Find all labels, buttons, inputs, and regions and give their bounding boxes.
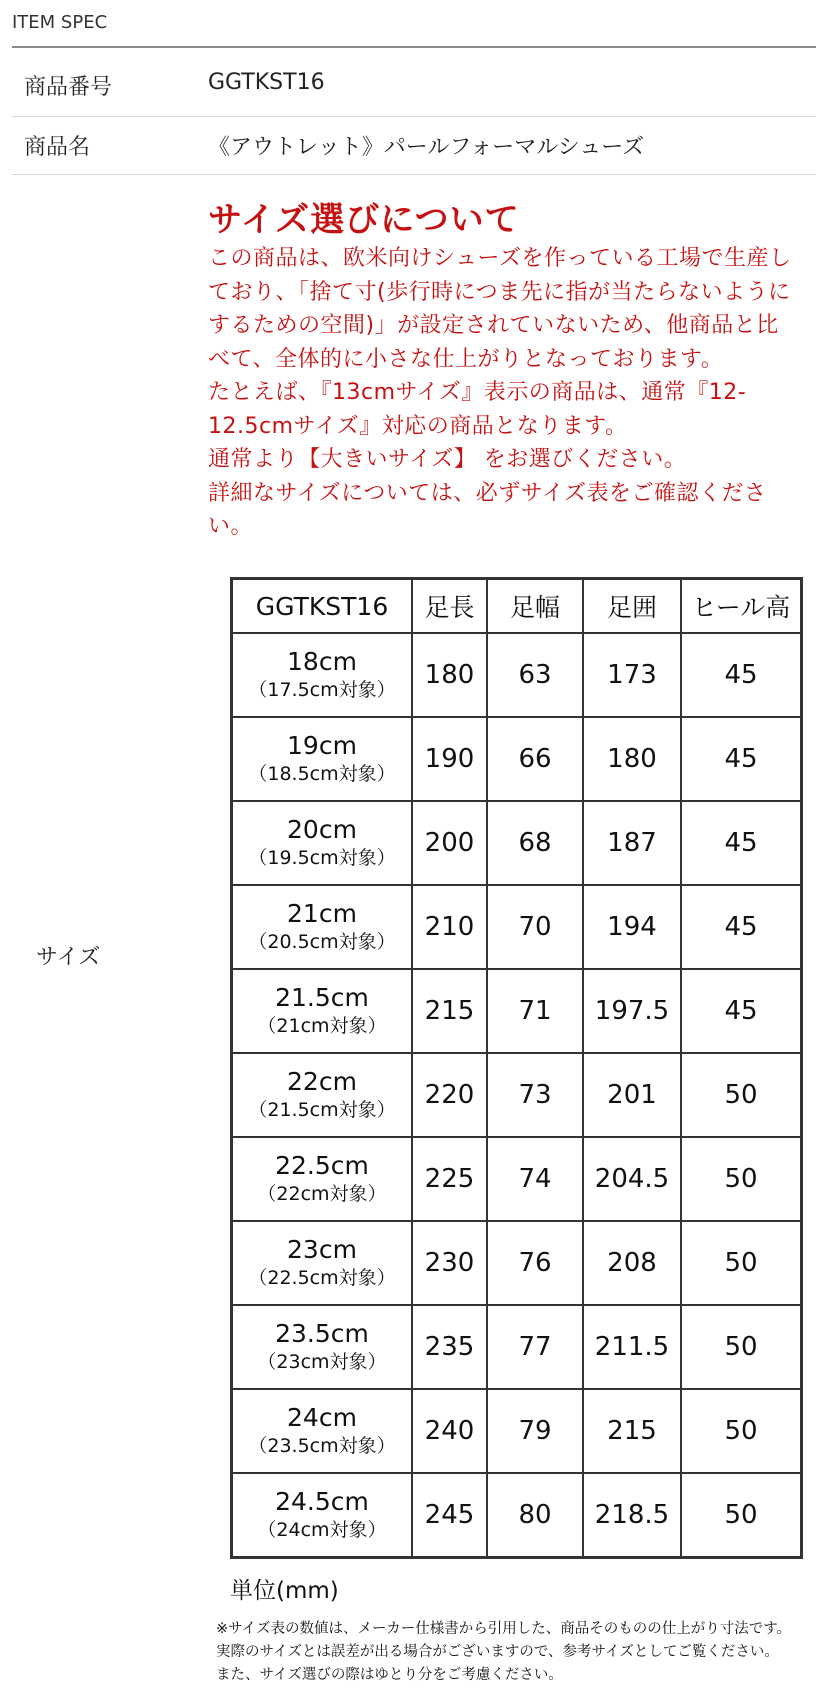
- footnote-line: また、サイズ選びの際はゆとり分をご考慮ください。: [216, 1667, 563, 1683]
- foot-width-cell: 74: [487, 1137, 583, 1221]
- foot-width-cell: 66: [487, 717, 583, 801]
- header-model: GGTKST16: [232, 579, 413, 634]
- size-cell: [232, 885, 413, 969]
- heel-height-cell: 50: [681, 1221, 802, 1305]
- heel-height-cell: 50: [681, 1473, 802, 1558]
- spec-label: 商品名: [24, 135, 91, 160]
- heel-height-cell: 50: [681, 1137, 802, 1221]
- foot-length-cell: 225: [412, 1137, 487, 1221]
- size-target: （17.5cm対象）: [248, 679, 396, 701]
- notice-line: するための空間)」が設定されていないため、他商品と比: [208, 313, 779, 338]
- size-cell: [232, 1137, 413, 1221]
- product-number-value: GGTKST16: [208, 70, 325, 95]
- size-notice: [208, 198, 808, 544]
- foot-girth-cell: 187: [583, 801, 681, 885]
- foot-girth-cell: 197.5: [583, 969, 681, 1053]
- foot-girth-cell: 208: [583, 1221, 681, 1305]
- table-row: [232, 1221, 802, 1305]
- table-row: [232, 633, 802, 717]
- notice-line: べて、全体的に小さな仕上がりとなっております。: [208, 346, 724, 372]
- notice-line: 通常より【大きいサイズ】 をお選びください。: [208, 447, 687, 472]
- header-foot-girth: 足囲: [583, 579, 681, 634]
- foot-girth-cell: 204.5: [583, 1137, 681, 1221]
- size-value: 19cm: [287, 731, 357, 760]
- foot-length-cell: 230: [412, 1221, 487, 1305]
- table-row: [232, 1053, 802, 1137]
- foot-length-cell: 220: [412, 1053, 487, 1137]
- foot-width-cell: 63: [487, 633, 583, 717]
- size-value: 23.5cm: [275, 1319, 369, 1348]
- unit-label: 単位(mm): [230, 1578, 339, 1604]
- heel-height-cell: 45: [681, 633, 802, 717]
- table-row: [232, 885, 802, 969]
- size-table-body: [232, 633, 802, 1558]
- section-title: ITEM SPEC: [12, 12, 108, 33]
- foot-width-cell: 77: [487, 1305, 583, 1389]
- foot-length-cell: 190: [412, 717, 487, 801]
- foot-length-cell: 210: [412, 885, 487, 969]
- size-target: （24cm対象）: [257, 1519, 387, 1541]
- header-heel-height: ヒール高: [681, 579, 802, 634]
- size-cell: [232, 1053, 413, 1137]
- table-row: [232, 1137, 802, 1221]
- foot-width-cell: 70: [487, 885, 583, 969]
- foot-width-cell: 79: [487, 1389, 583, 1473]
- footnote: [216, 1618, 791, 1687]
- footnote-line: 実際のサイズとは誤差が出る場合がございますので、参考サイズとしてご覧ください。: [216, 1644, 779, 1660]
- size-target: （18.5cm対象）: [248, 763, 396, 785]
- foot-length-cell: 215: [412, 969, 487, 1053]
- foot-length-cell: 240: [412, 1389, 487, 1473]
- heel-height-cell: 45: [681, 717, 802, 801]
- table-row: [232, 969, 802, 1053]
- size-cell: [232, 1305, 413, 1389]
- notice-line: この商品は、欧米向けシューズを作っている工場で生産し: [208, 246, 792, 271]
- table-row: [232, 717, 802, 801]
- foot-girth-cell: 218.5: [583, 1473, 681, 1558]
- heel-height-cell: 45: [681, 969, 802, 1053]
- foot-length-cell: 245: [412, 1473, 487, 1558]
- size-value: 21cm: [287, 899, 357, 928]
- foot-girth-cell: 201: [583, 1053, 681, 1137]
- foot-width-cell: 71: [487, 969, 583, 1053]
- size-value: 22cm: [287, 1067, 357, 1096]
- table-row: [232, 1389, 802, 1473]
- size-target: （21.5cm対象）: [248, 1099, 396, 1121]
- size-value: 22.5cm: [275, 1151, 369, 1180]
- size-table-header: [232, 579, 802, 634]
- footnote-line: ※サイズ表の数値は、メーカー仕様書から引用した、商品そのものの仕上がり寸法です。: [216, 1621, 792, 1637]
- foot-length-cell: 200: [412, 801, 487, 885]
- header-foot-width: 足幅: [487, 579, 583, 634]
- spec-row-product-number: [12, 48, 816, 117]
- heel-height-cell: 50: [681, 1389, 802, 1473]
- size-cell: [232, 633, 413, 717]
- size-cell: [232, 1221, 413, 1305]
- size-value: 21.5cm: [275, 983, 369, 1012]
- foot-girth-cell: 180: [583, 717, 681, 801]
- notice-line: ており、「捨て寸(歩行時につま先に指が当たらないように: [208, 279, 791, 305]
- foot-width-cell: 76: [487, 1221, 583, 1305]
- size-cell: [232, 801, 413, 885]
- size-value: 24cm: [287, 1403, 357, 1432]
- heel-height-cell: 45: [681, 801, 802, 885]
- size-cell: [232, 717, 413, 801]
- notice-line: たとえば、『13cmサイズ』表示の商品は、通常『12-: [208, 380, 747, 405]
- size-table: [230, 577, 803, 1559]
- table-row: [232, 1473, 802, 1558]
- notice-line: い。: [208, 514, 254, 539]
- foot-girth-cell: 173: [583, 633, 681, 717]
- heel-height-cell: 50: [681, 1305, 802, 1389]
- size-value: 24.5cm: [275, 1487, 369, 1516]
- size-target: （22.5cm対象）: [248, 1267, 396, 1289]
- size-cell: [232, 969, 413, 1053]
- foot-length-cell: 180: [412, 633, 487, 717]
- table-row: [232, 1305, 802, 1389]
- size-target: （21cm対象）: [257, 1015, 387, 1037]
- size-cell: [232, 1389, 413, 1473]
- foot-width-cell: 73: [487, 1053, 583, 1137]
- foot-width-cell: 80: [487, 1473, 583, 1558]
- notice-title: サイズ選びについて: [208, 200, 520, 240]
- heel-height-cell: 45: [681, 885, 802, 969]
- spec-label: 商品番号: [24, 75, 113, 100]
- spec-row-product-name: [12, 116, 816, 175]
- size-target: （23.5cm対象）: [248, 1435, 396, 1457]
- size-value: 20cm: [287, 815, 357, 844]
- heel-height-cell: 50: [681, 1053, 802, 1137]
- header-foot-length: 足長: [412, 579, 487, 634]
- size-target: （20.5cm対象）: [248, 931, 396, 953]
- foot-girth-cell: 211.5: [583, 1305, 681, 1389]
- size-target: （22cm対象）: [257, 1183, 387, 1205]
- size-target: （23cm対象）: [257, 1351, 387, 1373]
- foot-width-cell: 68: [487, 801, 583, 885]
- size-value: 18cm: [287, 647, 357, 676]
- notice-line: 12.5cmサイズ』対応の商品となります。: [208, 413, 628, 439]
- product-name-value: 《アウトレット》パールフォーマルシューズ: [208, 135, 645, 160]
- notice-line: 詳細なサイズについては、必ずサイズ表をご確認くださ: [208, 480, 767, 506]
- size-target: （19.5cm対象）: [248, 847, 396, 869]
- table-row: [232, 801, 802, 885]
- foot-length-cell: 235: [412, 1305, 487, 1389]
- foot-girth-cell: 194: [583, 885, 681, 969]
- spec-label-size: サイズ: [36, 945, 101, 970]
- foot-girth-cell: 215: [583, 1389, 681, 1473]
- size-value: 23cm: [287, 1235, 357, 1264]
- size-cell: [232, 1473, 413, 1558]
